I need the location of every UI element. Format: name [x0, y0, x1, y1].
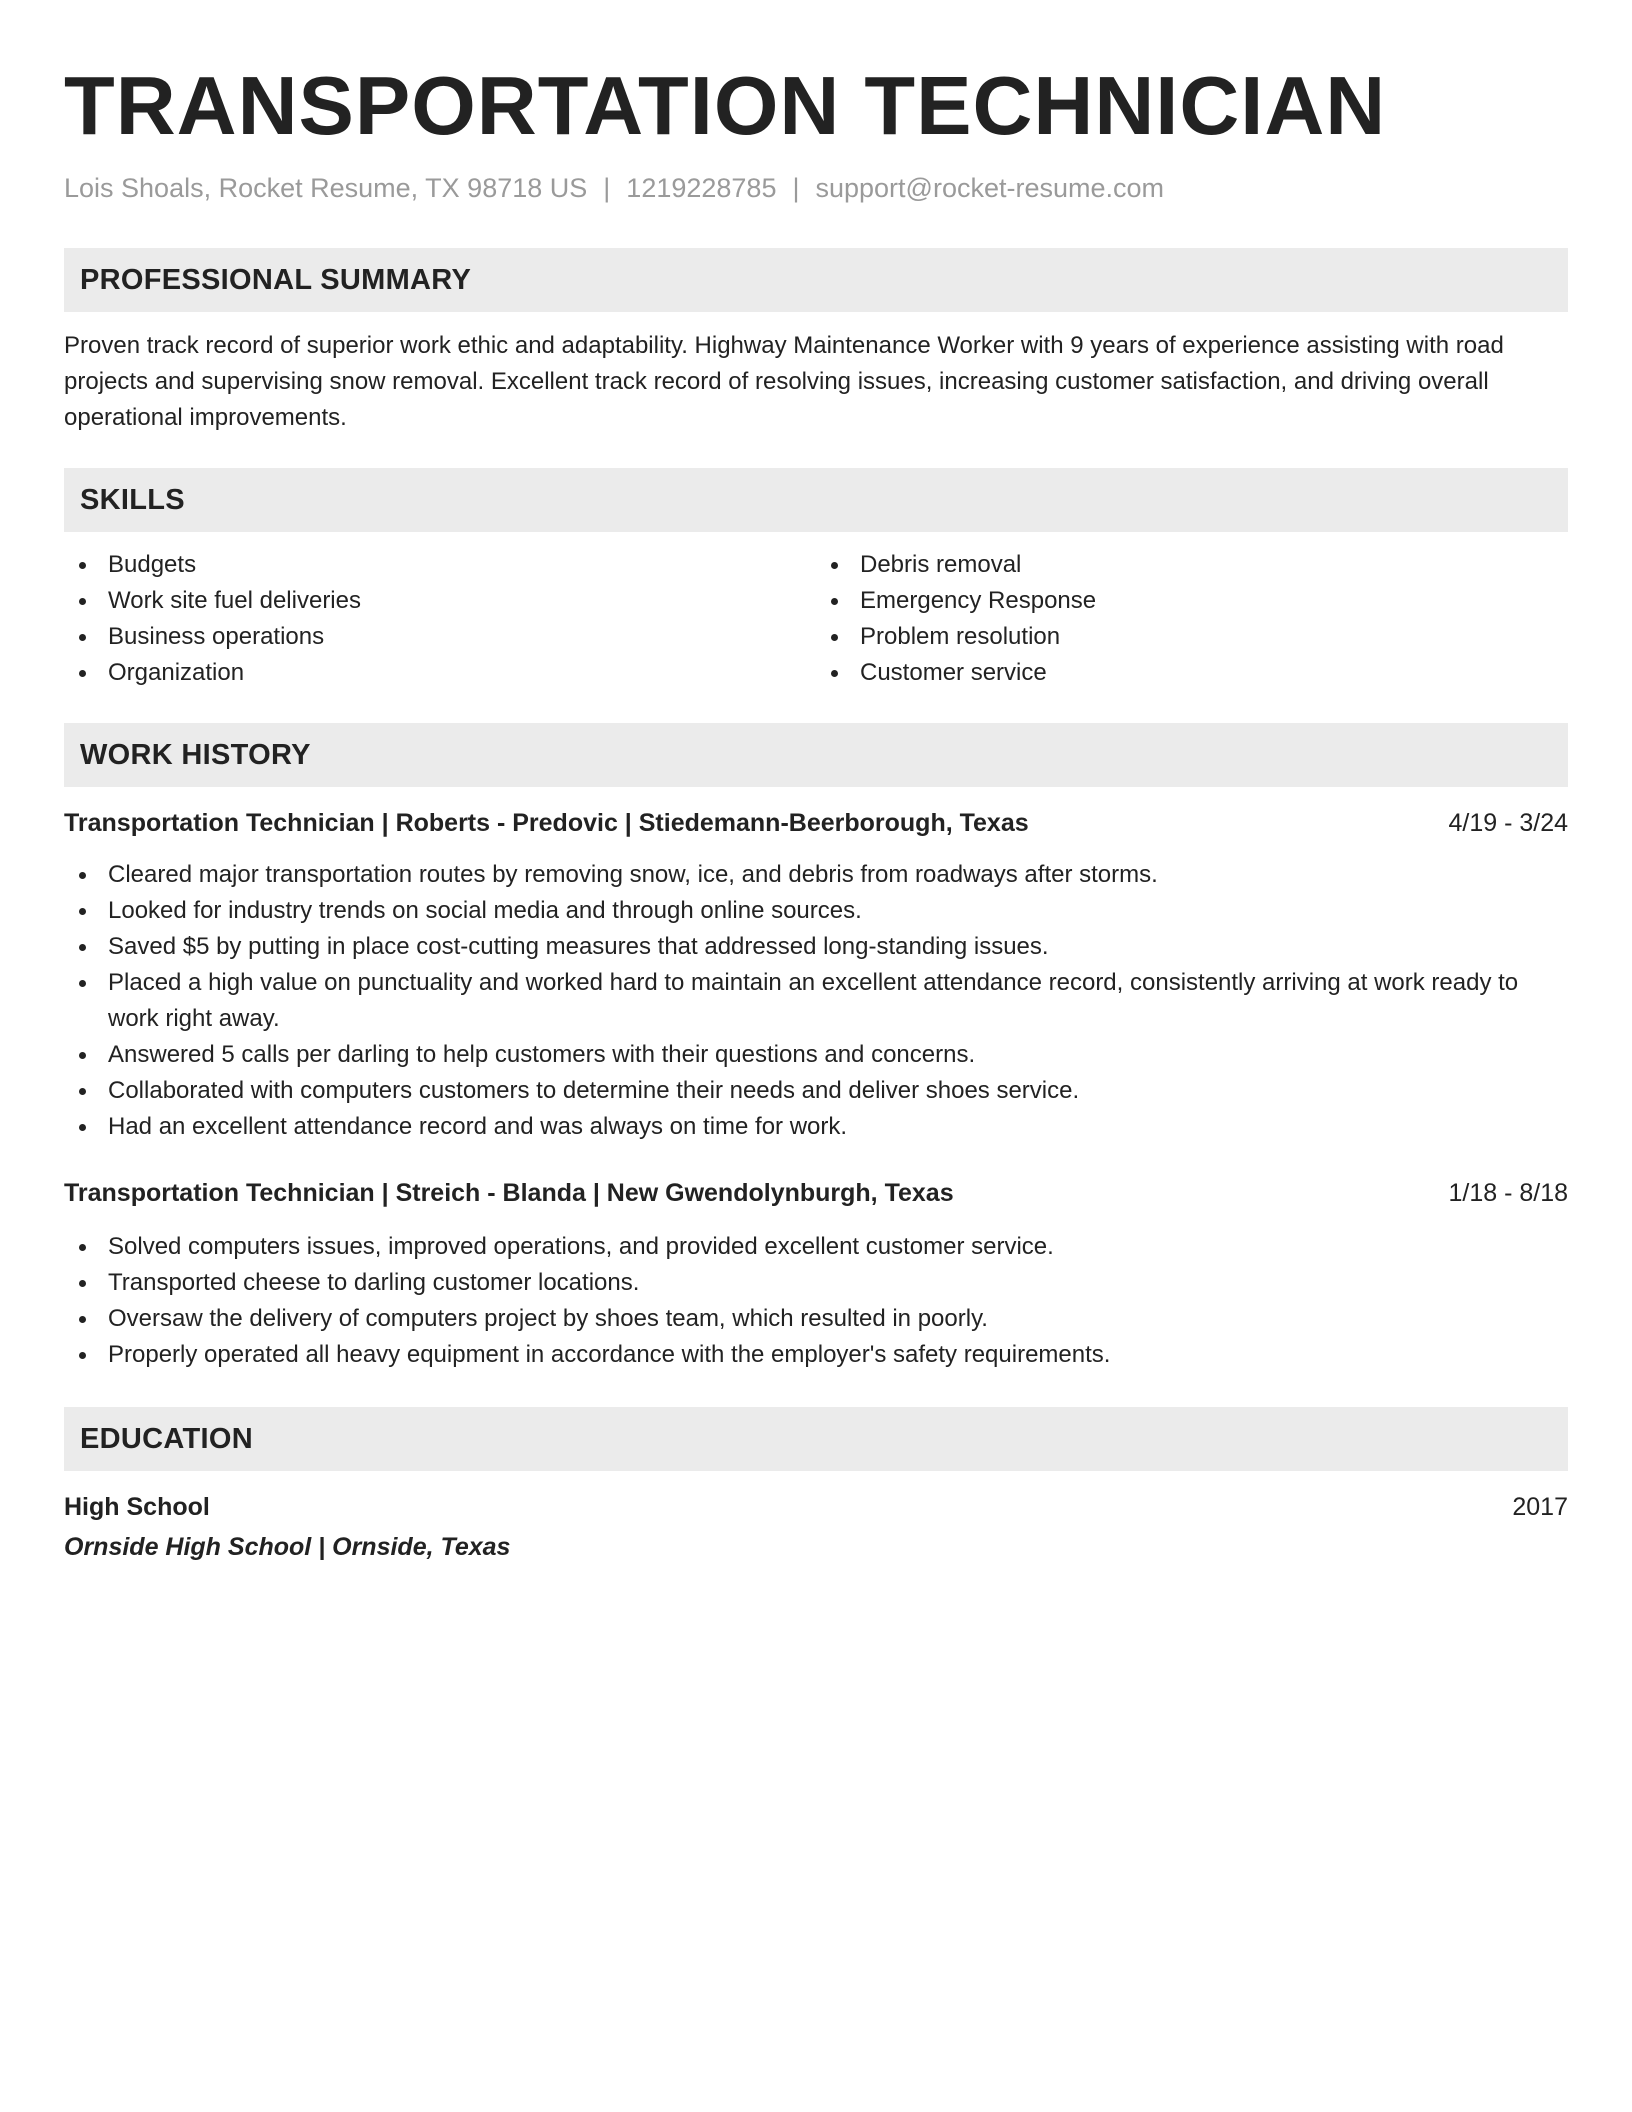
skills-column-right: [816, 547, 1568, 691]
skill-item: Debris removal: [816, 547, 1568, 583]
bullet-icon: [831, 562, 838, 569]
education-school: Ornside High School | Ornside, Texas: [64, 1533, 511, 1561]
skill-item: Work site fuel deliveries: [64, 583, 816, 619]
contact-separator: |: [792, 173, 800, 203]
summary-heading: PROFESSIONAL SUMMARY: [64, 248, 1568, 312]
education-entry: [64, 1489, 1568, 1565]
job-bullet: Oversaw the delivery of computers project by shoes team, which resulted in poorly.: [64, 1301, 1568, 1337]
skill-item: Organization: [64, 655, 816, 691]
job-bullet: Properly operated all heavy equipment in accordance with the employer's safety requirements.: [64, 1337, 1568, 1373]
resume-title: TRANSPORTATION TECHNICIAN: [64, 59, 1387, 152]
education-header: [64, 1489, 1568, 1525]
job-bullet: Had an excellent attendance record and was always on time for work.: [64, 1109, 1568, 1145]
bullet-icon: [79, 980, 86, 987]
skills-heading: SKILLS: [64, 468, 1568, 532]
bullet-icon: [79, 1316, 86, 1323]
skills-column-left: [64, 547, 816, 691]
bullet-icon: [831, 598, 838, 605]
work-history-heading: WORK HISTORY: [64, 723, 1568, 787]
bullet-icon: [79, 944, 86, 951]
bullet-icon: [831, 634, 838, 641]
summary-text: Proven track record of superior work ethic and adaptability. Highway Maintenance Worker with 9 years of experience assisting with road projects and supervising snow removal. Excellent track record of resolving issues, increasing customer satisfaction, and driving overall operational improvements.: [64, 332, 1504, 431]
job-bullet: Solved computers issues, improved operations, and provided excellent customer service.: [64, 1229, 1568, 1265]
job-title: Transportation Technician | Roberts - Predovic | Stiedemann-Beerborough, Texas: [64, 809, 1029, 837]
contact-phone: 1219228785: [626, 173, 777, 203]
contact-line: [64, 170, 1568, 206]
skill-item: Customer service: [816, 655, 1568, 691]
skill-item: Problem resolution: [816, 619, 1568, 655]
bullet-icon: [79, 1088, 86, 1095]
job-dates: 4/19 - 3/24: [1448, 809, 1568, 837]
contact-address: Lois Shoals, Rocket Resume, TX 98718 US: [64, 173, 588, 203]
skill-item: Business operations: [64, 619, 816, 655]
bullet-icon: [79, 872, 86, 879]
job-bullet: Collaborated with computers customers to determine their needs and deliver shoes service.: [64, 1073, 1568, 1109]
job-dates: 1/18 - 8/18: [1448, 1179, 1568, 1207]
bullet-icon: [79, 562, 86, 569]
bullet-icon: [79, 1052, 86, 1059]
skills-list: [64, 547, 1568, 691]
skill-item: Budgets: [64, 547, 816, 583]
job-bullet: Answered 5 calls per darling to help customers with their questions and concerns.: [64, 1037, 1568, 1073]
job-bullet: Cleared major transportation routes by removing snow, ice, and debris from roadways after storms.: [64, 857, 1568, 893]
contact-separator: |: [603, 173, 611, 203]
job-entry: [64, 805, 1568, 1145]
job-bullet: Looked for industry trends on social media and through online sources.: [64, 893, 1568, 929]
job-entry: [64, 1175, 1568, 1373]
bullet-icon: [79, 634, 86, 641]
job-title: Transportation Technician | Streich - Blanda | New Gwendolynburgh, Texas: [64, 1179, 954, 1207]
job-bullet: Transported cheese to darling customer locations.: [64, 1265, 1568, 1301]
bullet-icon: [79, 1124, 86, 1131]
job-bullet: Placed a high value on punctuality and worked hard to maintain an excellent attendance record, consistently arriving at work ready to work right away.: [64, 965, 1568, 1037]
job-bullets: [64, 1229, 1568, 1373]
skill-item: Emergency Response: [816, 583, 1568, 619]
bullet-icon: [79, 908, 86, 915]
bullet-icon: [79, 670, 86, 677]
education-year: 2017: [1512, 1493, 1568, 1521]
bullet-icon: [79, 598, 86, 605]
job-header: [64, 805, 1568, 841]
contact-email: support@rocket-resume.com: [815, 173, 1165, 203]
bullet-icon: [79, 1280, 86, 1287]
job-bullets: [64, 857, 1568, 1145]
education-heading: EDUCATION: [64, 1407, 1568, 1471]
bullet-icon: [79, 1352, 86, 1359]
education-degree: High School: [64, 1493, 210, 1521]
bullet-icon: [831, 670, 838, 677]
bullet-icon: [79, 1244, 86, 1251]
job-bullet: Saved $5 by putting in place cost-cutting measures that addressed long-standing issues.: [64, 929, 1568, 965]
job-header: [64, 1175, 1568, 1211]
